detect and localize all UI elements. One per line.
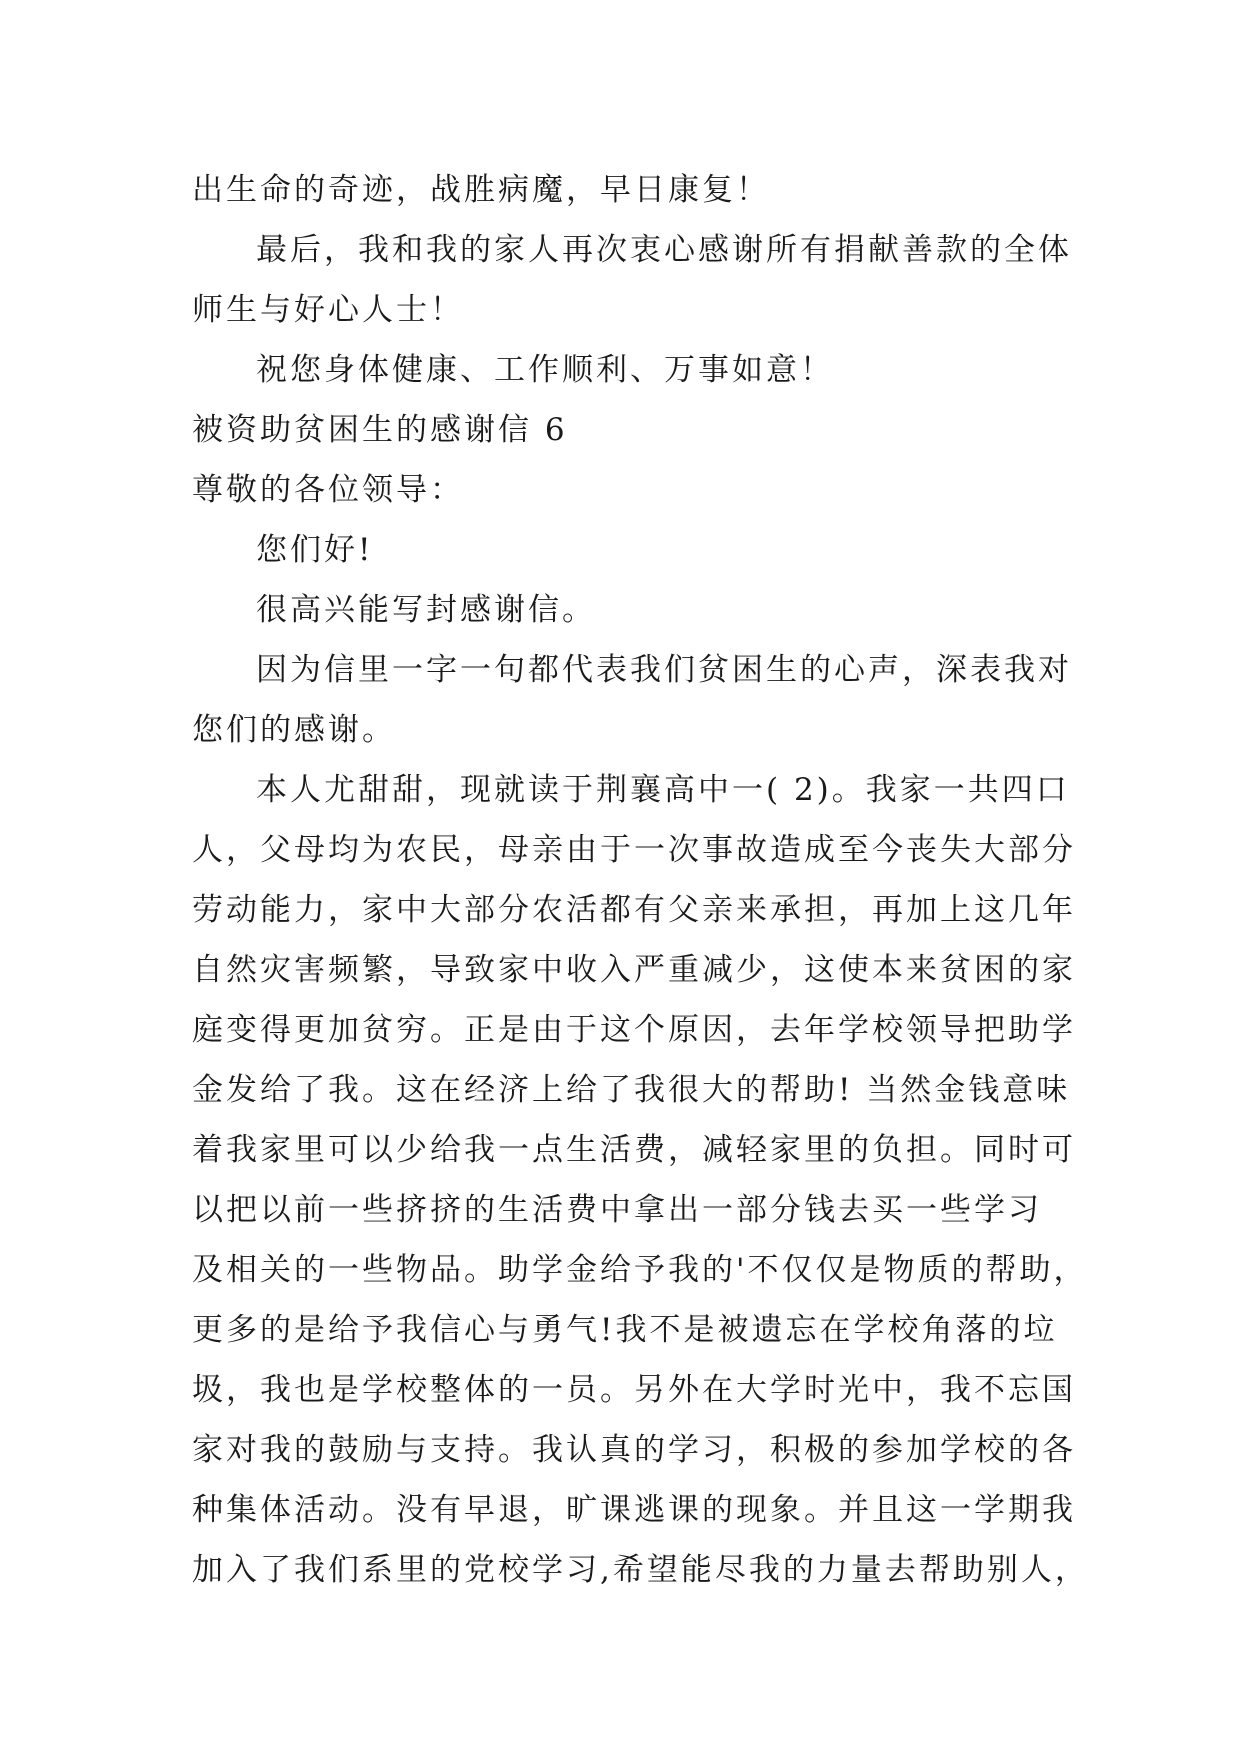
- document-body: [192, 160, 1089, 1600]
- text-line: 家对我的鼓励与支持。我认真的学习，积极的参加学校的各: [192, 1432, 1076, 1468]
- text-line: 加入了我们系里的党校学习,希望能尽我的力量去帮助别人，: [192, 1552, 1089, 1588]
- text-line: 圾，我也是学校整体的一员。另外在大学时光中，我不忘国: [192, 1372, 1076, 1408]
- text-line: 金发给了我。这在经济上给了我很大的帮助! 当然金钱意味: [192, 1072, 1071, 1108]
- text-line: 出生命的奇迹，战胜病魔，早日康复！: [192, 172, 770, 208]
- text-line: 很高兴能写封感谢信。: [256, 592, 596, 628]
- text-line: 您们的感谢。: [192, 712, 396, 748]
- text-line: 劳动能力，家中大部分农活都有父亲来承担，再加上这几年: [192, 892, 1076, 928]
- salutation: 尊敬的各位领导：: [192, 472, 464, 508]
- text-line: 自然灾害频繁，导致家中收入严重减少，这使本来贫困的家: [192, 952, 1076, 988]
- text-line: 师生与好心人士！: [192, 292, 464, 328]
- text-line: 更多的是给予我信心与勇气!我不是被遗忘在学校角落的垃: [192, 1312, 1058, 1348]
- text-line: 及相关的一些物品。助学金给予我的'不仅仅是物质的帮助，: [192, 1252, 1088, 1288]
- text-line: 种集体活动。没有早退，旷课逃课的现象。并且这一学期我: [192, 1492, 1076, 1528]
- text-line: 人，父母均为农民，母亲由于一次事故造成至今丧失大部分: [192, 832, 1076, 868]
- text-line: 因为信里一字一句都代表我们贫困生的心声，深表我对: [256, 652, 1072, 688]
- text-line: 以把以前一些挤挤的生活费中拿出一部分钱去买一些学习: [192, 1192, 1042, 1228]
- text-line: 最后，我和我的家人再次衷心感谢所有捐献善款的全体: [256, 232, 1072, 268]
- text-line: 祝您身体健康、工作顺利、万事如意！: [256, 352, 834, 388]
- letter-title: 被资助贫困生的感谢信 6: [192, 412, 568, 448]
- text-line: 庭变得更加贫穷。正是由于这个原因，去年学校领导把助学: [192, 1012, 1076, 1048]
- text-line: 着我家里可以少给我一点生活费，减轻家里的负担。同时可: [192, 1132, 1076, 1168]
- text-line: 本人尤甜甜，现就读于荆襄高中一( 2)。我家一共四口: [256, 772, 1070, 808]
- greeting: 您们好!: [256, 532, 374, 568]
